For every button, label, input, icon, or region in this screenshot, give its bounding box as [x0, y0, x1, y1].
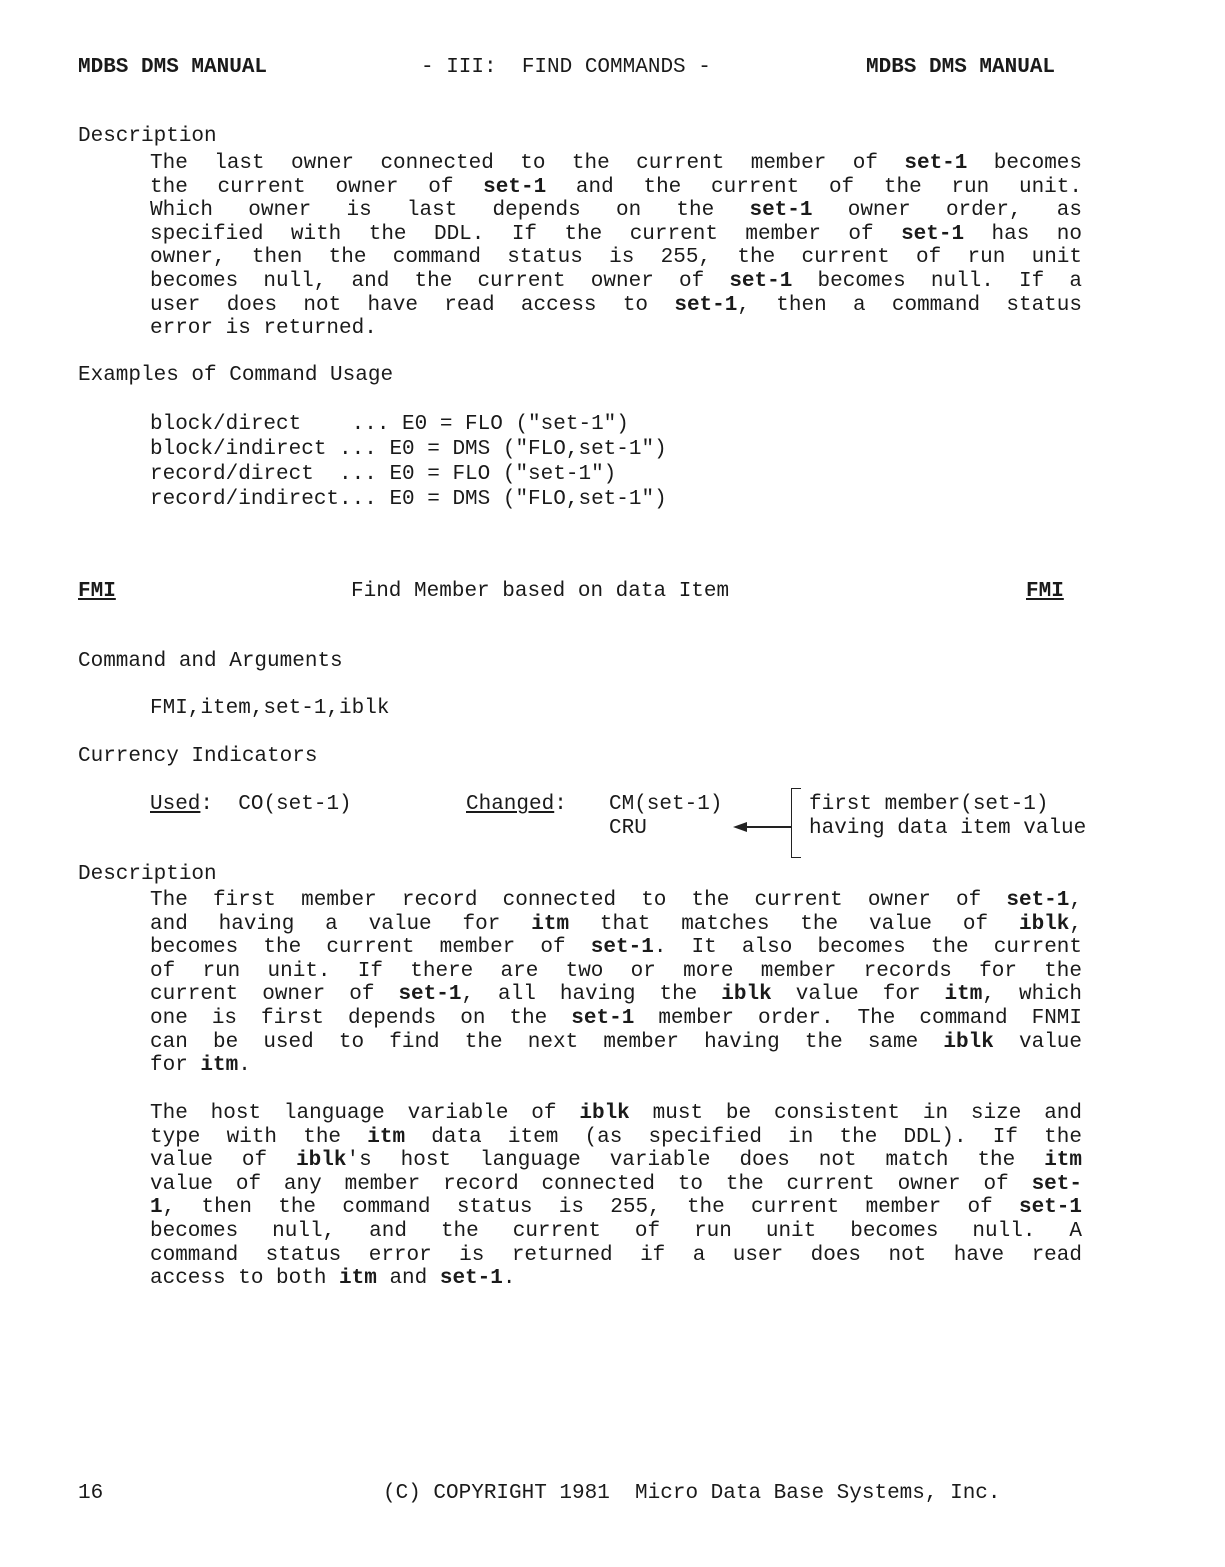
flo-description-line: specified with the DDL. If the current member of set-1 has no [150, 222, 1082, 246]
arrow-head [733, 822, 747, 832]
flo-description-line: error is returned. [150, 317, 377, 341]
fmi-paragraph-2-line: value of any member record connected to the current owner of set- [150, 1172, 1082, 1196]
fmi-paragraph-1-line: of run unit. If there are two or more member records for the [150, 959, 1082, 983]
command-arguments-heading: Command and Arguments [78, 650, 343, 673]
fmi-paragraph-1-line: The first member record connected to the current owner of set-1, [150, 889, 1082, 912]
changed-label: Changed [466, 793, 555, 816]
fmi-paragraph-1-line: for itm. [150, 1054, 251, 1078]
bold-term: itm [200, 1054, 239, 1078]
bold-term: set-1 [590, 936, 654, 960]
fmi-paragraph-2-line: access to both itm and set-1. [150, 1267, 516, 1291]
currency-note-line2: having data item value [809, 817, 1087, 840]
used-indicator: Used: CO(set-1) [150, 793, 352, 816]
title-word-member: Member [414, 580, 490, 603]
bold-term: set-1 [398, 983, 462, 1007]
used-label: Used [150, 793, 201, 816]
page-number: 16 [78, 1482, 104, 1505]
bold-term: set-1 [901, 222, 965, 246]
fmi-paragraph-2-line: 1, then the command status is 255, the current member of set-1 [150, 1196, 1082, 1220]
bold-term: set-1 [904, 152, 968, 175]
header-right: MDBS DMS MANUAL [866, 56, 1056, 79]
fmi-paragraph-2-line: The host language variable of iblk must be consistent in size and [150, 1102, 1082, 1125]
bold-term: set- [1031, 1172, 1082, 1196]
fmi-paragraph-2-line: command status error is returned if a user does not have read [150, 1243, 1082, 1267]
currency-note-line1: first member(set-1) [809, 793, 1049, 816]
examples-heading: Examples of Command Usage [78, 364, 394, 387]
used-value: CO(set-1) [238, 793, 352, 816]
header-center: - III: FIND COMMANDS - [421, 56, 711, 79]
changed-value-cru: CRU [609, 817, 647, 840]
bold-term: itm [339, 1267, 377, 1291]
bold-term: iblk [579, 1102, 630, 1125]
fmi-description-heading: Description [78, 863, 217, 886]
title-words-middle: based on data [502, 580, 667, 603]
bold-term: itm [944, 983, 983, 1007]
flo-description-line: owner, then the command status is 255, the current of run unit [150, 246, 1082, 270]
fmi-paragraph-1-line: current owner of set-1, all having the iblk value for itm, which [150, 983, 1082, 1007]
fmi-paragraph-2-line: becomes null, and the current of run unit becomes null. A [150, 1219, 1082, 1243]
bold-term: 1 [150, 1196, 163, 1220]
bold-term: itm [531, 912, 570, 936]
changed-indicator: Changed: [466, 793, 567, 816]
bold-term: set-1 [1006, 889, 1070, 912]
bold-term: set-1 [1018, 1196, 1082, 1220]
fmi-description-paragraph-1 [150, 889, 1082, 1078]
bold-term: iblk [943, 1030, 994, 1054]
example-line: block/indirect ... E0 = DMS ("FLO,set-1") [150, 438, 667, 461]
arrow-line [746, 826, 791, 828]
example-line: record/direct ... E0 = FLO ("set-1") [150, 463, 617, 486]
flo-description-line: the current owner of set-1 and the current of the run unit. [150, 175, 1082, 199]
bracket-top-tick [791, 788, 801, 789]
examples-code-block [150, 412, 667, 512]
fmi-paragraph-2-line: type with the itm data item (as specified in the DDL). If the [150, 1125, 1082, 1149]
title-word-find: Find [351, 580, 402, 603]
example-line: record/indirect... E0 = DMS ("FLO,set-1") [150, 488, 667, 511]
changed-value-cm: CM(set-1) [609, 793, 723, 816]
bold-term: itm [1044, 1149, 1083, 1173]
bold-term: itm [367, 1125, 406, 1149]
bold-term: iblk [721, 983, 772, 1007]
copyright-notice: (C) COPYRIGHT 1981 Micro Data Base Systems, Inc. [383, 1482, 1001, 1505]
command-code-left: FMI [78, 580, 116, 603]
flo-description-heading: Description [78, 125, 217, 148]
flo-description-line: Which owner is last depends on the set-1 owner order, as [150, 199, 1082, 223]
header-left: MDBS DMS MANUAL [78, 56, 268, 79]
flo-description-body [150, 152, 1082, 341]
fmi-paragraph-1-line: and having a value for itm that matches the value of iblk, [150, 912, 1082, 936]
bold-term: iblk [296, 1149, 347, 1173]
command-syntax: FMI,item,set-1,iblk [150, 697, 390, 720]
bold-term: set-1 [749, 199, 813, 223]
bold-term: set-1 [674, 293, 738, 317]
fmi-paragraph-1-line: can be used to find the next member having the same iblk value [150, 1030, 1082, 1054]
title-word-item: Item [678, 580, 730, 603]
flo-description-line: user does not have read access to set-1, then a command status [150, 293, 1082, 317]
currency-indicators-heading: Currency Indicators [78, 745, 318, 768]
bold-term: set-1 [439, 1267, 503, 1291]
fmi-paragraph-1-line: becomes the current member of set-1. It also becomes the current [150, 936, 1082, 960]
fmi-paragraph-2-line: value of iblk's host language variable does not match the itm [150, 1149, 1083, 1173]
example-line: block/direct ... E0 = FLO ("set-1") [150, 413, 629, 436]
bold-term: iblk [1018, 912, 1070, 936]
bold-term: set-1 [729, 269, 793, 293]
bold-term: set-1 [483, 175, 547, 199]
command-title [351, 580, 729, 604]
command-code-right: FMI [1026, 580, 1064, 603]
bold-term: set-1 [571, 1006, 635, 1030]
fmi-description-paragraph-2 [150, 1102, 1082, 1291]
bracket [791, 788, 792, 858]
fmi-paragraph-1-line: one is first depends on the set-1 member order. The command FNMI [150, 1006, 1083, 1030]
flo-description-line: The last owner connected to the current member of set-1 becomes [150, 152, 1082, 175]
bracket-bottom-tick [791, 857, 801, 858]
flo-description-line: becomes null, and the current owner of set-1 becomes null. If a [150, 269, 1082, 293]
